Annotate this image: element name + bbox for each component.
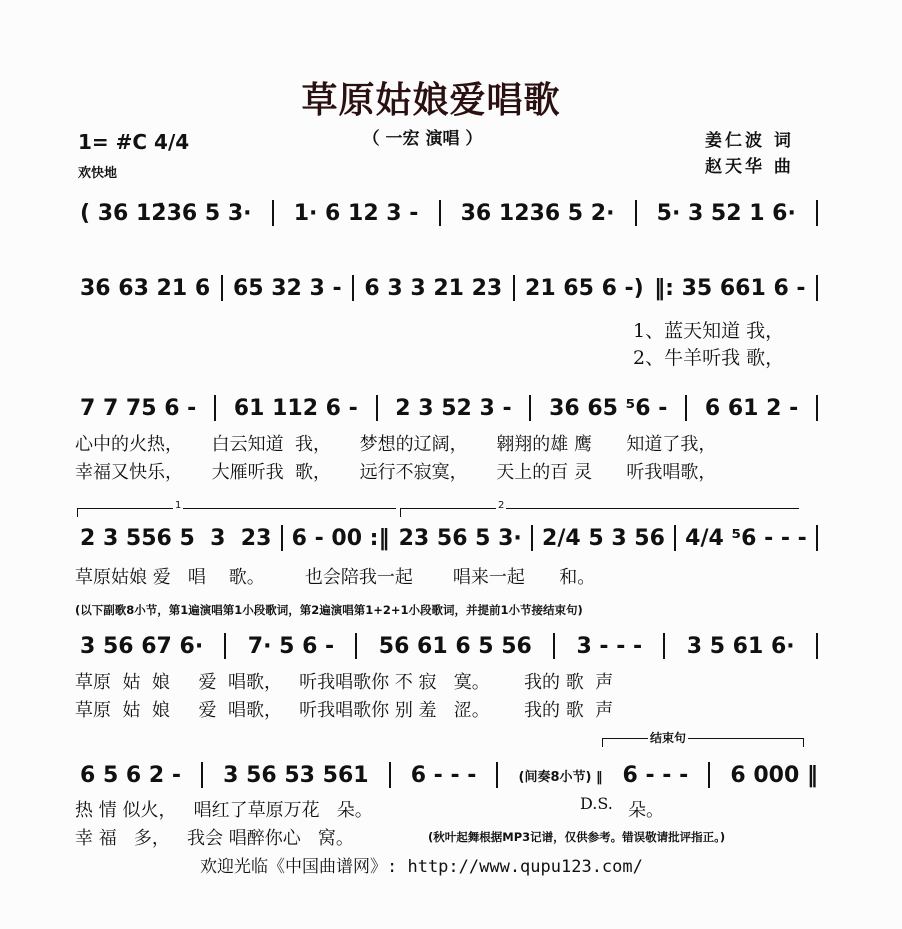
score-line-4 [80, 525, 818, 551]
measure: 36 63 21 6 [80, 275, 211, 301]
measure: 2 3 52 3 - [395, 395, 512, 421]
lyric-line: 幸福又快乐， 大雁听我 歌， 远行不寂寞， 天上的百 灵 听我唱歌， [75, 462, 717, 483]
measure: ‖: 35 661 6 - [654, 275, 806, 301]
measure: 5· 3 52 1 6· [656, 200, 796, 226]
score-line-5 [80, 633, 818, 659]
volta-2: 2 [400, 508, 799, 517]
measure: 2/4 5 3 56 [542, 525, 665, 551]
lyric-verse-1: 1、蓝天知道 我， [633, 320, 785, 342]
barline [389, 762, 391, 788]
barline [201, 762, 203, 788]
barline [376, 395, 378, 421]
measure: 3 56 67 6· [80, 633, 204, 659]
lyric-line: 草原 姑 娘 爱 唱歌， 听我唱歌你 别 羞 涩。 我的 歌 声 [75, 700, 614, 721]
lyric-end: 朵。 [628, 800, 664, 821]
barline [221, 275, 223, 301]
barline [553, 633, 555, 659]
measure: 6 - - - [622, 762, 689, 788]
measure: 6 - - - [410, 762, 477, 788]
barline [685, 395, 687, 421]
barline [663, 633, 665, 659]
lyricist: 姜仁波 词 [705, 131, 794, 151]
measure: 6 3 3 21 23 [364, 275, 503, 301]
tempo-marking: 欢快地 [78, 166, 118, 181]
lyric-verse-2: 2、牛羊听我 歌， [633, 347, 785, 369]
measure: 21 65 6 -) [525, 275, 644, 301]
measure: 6 61 2 - [704, 395, 799, 421]
barline [816, 525, 818, 551]
measure: 7· 5 6 - [247, 633, 335, 659]
lyric-line: 幸 福 多， 我会 唱醉你心 窝。 [75, 828, 354, 849]
score-line-2 [80, 275, 818, 301]
measure: 36 65 ⁵6 - [549, 395, 668, 421]
measure: 65 32 3 - [232, 275, 342, 301]
lyric-line: 草原姑娘 爱 唱 歌。 也会陪我一起 唱来一起 和。 [75, 567, 596, 588]
barline [496, 762, 498, 788]
measure: 23 56 5 3· [398, 525, 522, 551]
barline [816, 200, 818, 226]
barline [352, 275, 354, 301]
footer-link[interactable]: 欢迎光临《中国曲谱网》: http://www.qupu123.com/ [200, 857, 643, 877]
barline [635, 200, 637, 226]
barline [355, 633, 357, 659]
barline [674, 525, 676, 551]
measure: 3 5 61 6· [686, 633, 795, 659]
measure: 6 - 00 :‖ [291, 525, 390, 551]
composer: 赵天华 曲 [705, 157, 794, 177]
measure: 56 61 6 5 56 [378, 633, 532, 659]
lyric-line: 心中的火热， 白云知道 我， 梦想的辽阔， 翱翔的雄 鹰 知道了我， [75, 434, 717, 455]
measure: 4/4 ⁵6 - - - [685, 525, 807, 551]
barline [439, 200, 441, 226]
barline [272, 200, 274, 226]
barline [281, 525, 283, 551]
performer: （ 一宏 演唱 ） [362, 129, 483, 149]
measure: 2 3 556 5 3 23 [80, 525, 272, 551]
volta-1: 1 [77, 508, 396, 517]
measure: 3 - - - [576, 633, 643, 659]
measure: 1· 6 12 3 - [293, 200, 419, 226]
performance-note: (以下副歌8小节，第1遍演唱第1小段歌词，第2遍演唱第1+2+1小段歌词，并提前1小节接结束句) [75, 603, 583, 617]
interlude-label: (间奏8小节) ‖ [518, 769, 603, 785]
barline [708, 762, 710, 788]
lyric-line: 草原 姑 娘 爱 唱歌， 听我唱歌你 不 寂 寞。 我的 歌 声 [75, 672, 614, 693]
score-line-3 [80, 395, 818, 421]
measure: 36 1236 5 2· [460, 200, 615, 226]
barline [816, 275, 818, 301]
measure: 6 000 ‖ [730, 762, 818, 788]
lyric-line: 热 情 似火， 唱红了草原万花 朵。 [75, 800, 373, 821]
score-line-1 [80, 200, 818, 226]
coda-bracket: 结束句 [602, 738, 804, 747]
measure: 3 56 53 561 [223, 762, 369, 788]
barline [214, 395, 216, 421]
dal-segno: D.S. [580, 794, 613, 813]
measure: 7 7 75 6 - [80, 395, 197, 421]
measure: 6 5 6 2 - [80, 762, 181, 788]
barline [224, 633, 226, 659]
barline [531, 525, 533, 551]
barline [513, 275, 515, 301]
key-signature: 1= #C 4/4 [78, 130, 190, 154]
measure: 61 112 6 - [233, 395, 358, 421]
measure: ( 36 12̇36 5 3· [80, 200, 252, 226]
transcription-remark: (秋叶起舞根据MP3记谱，仅供参考。错误敬请批评指正。) [428, 830, 726, 844]
song-title: 草原姑娘爱唱歌 [301, 80, 561, 121]
score-line-6 [80, 762, 818, 788]
barline [816, 633, 818, 659]
barline [529, 395, 531, 421]
barline [816, 395, 818, 421]
